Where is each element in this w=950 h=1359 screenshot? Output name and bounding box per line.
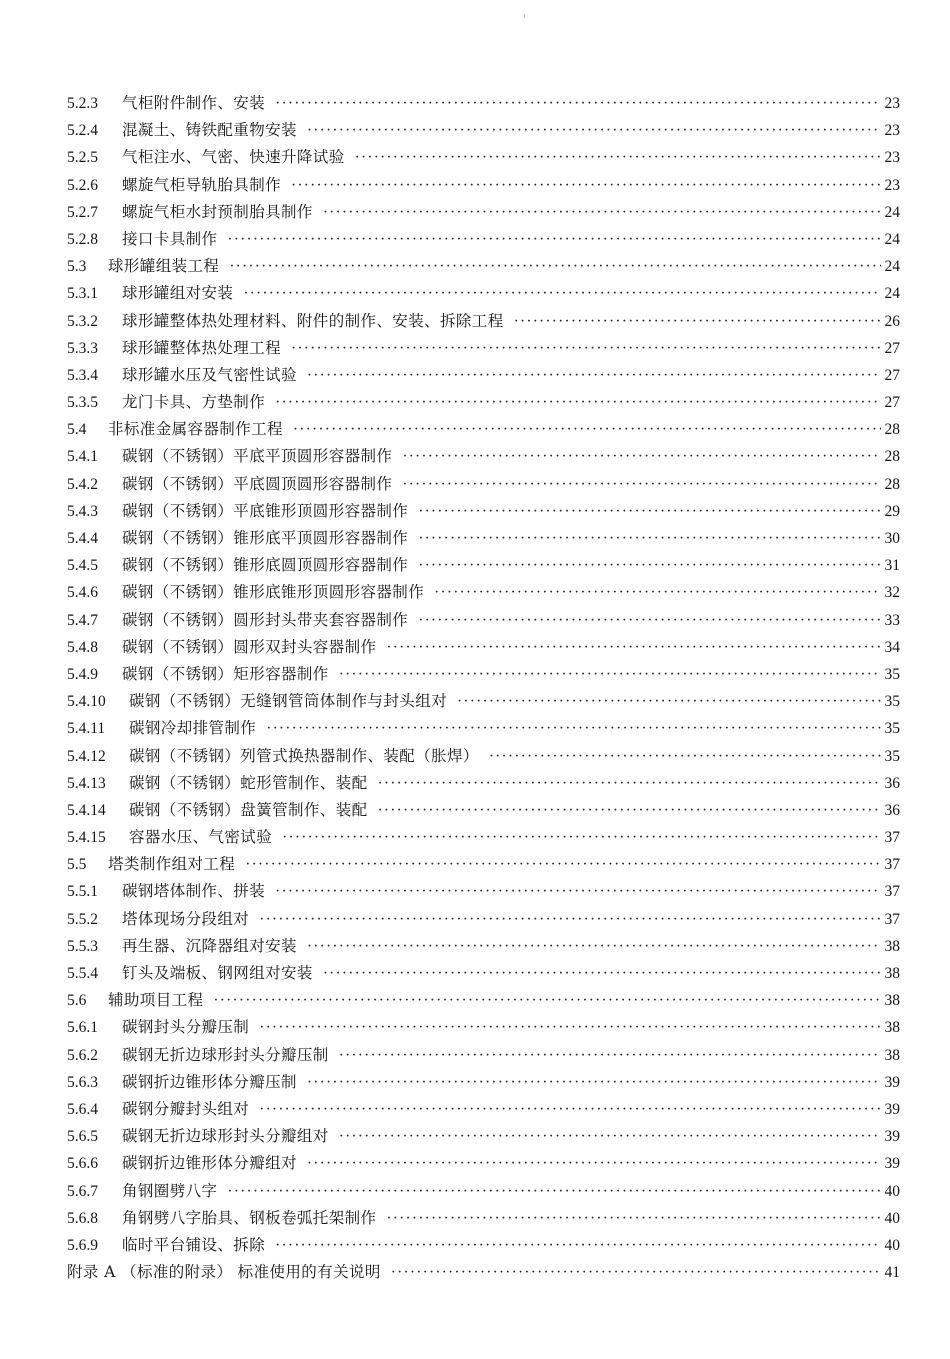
toc-entry-number: 5.4.10 bbox=[67, 693, 106, 711]
toc-entry-title: 碳钢（不锈钢）锥形底圆顶圆形容器制作 bbox=[122, 556, 409, 575]
dot-leader bbox=[355, 144, 881, 171]
toc-entry-page: 28 bbox=[884, 448, 900, 466]
toc-entry-number: 5.6.6 bbox=[67, 1155, 98, 1173]
toc-entry-page: 38 bbox=[884, 1019, 900, 1037]
toc-entry-number: 5.6.2 bbox=[67, 1046, 98, 1064]
toc-entry[interactable] bbox=[67, 906, 900, 933]
dot-leader bbox=[386, 634, 880, 661]
toc-entry-page: 28 bbox=[884, 475, 900, 493]
toc-entry-title: 碳钢（不锈钢）列管式换热器制作、装配（胀焊） bbox=[129, 746, 479, 765]
toc-entry-title: 碳钢无折边球形封头分瓣组对 bbox=[122, 1127, 329, 1146]
toc-entry[interactable] bbox=[67, 498, 900, 525]
toc-entry-page: 37 bbox=[884, 829, 900, 847]
toc-entry-number: 5.4.5 bbox=[67, 557, 98, 575]
toc-entry-page: 37 bbox=[884, 910, 900, 928]
toc-entry-number: 5.2.4 bbox=[67, 122, 98, 140]
toc-entry-number: 5.2.3 bbox=[67, 95, 98, 112]
toc-entry-page: 41 bbox=[884, 1264, 900, 1282]
dot-leader bbox=[259, 1014, 880, 1041]
toc-entry-page: 26 bbox=[884, 312, 900, 330]
toc-entry[interactable] bbox=[67, 1205, 900, 1232]
dot-leader bbox=[457, 688, 880, 715]
dot-leader bbox=[245, 851, 880, 878]
dot-leader bbox=[323, 199, 881, 226]
dot-leader bbox=[307, 362, 881, 389]
toc-entry-number: 5.3.2 bbox=[67, 312, 98, 330]
toc-entry-title: 气柜附件制作、安装 bbox=[122, 94, 266, 112]
toc-entry-number: 5.4.6 bbox=[67, 584, 98, 602]
toc-entry-title: 碳钢无折边球形封头分瓣压制 bbox=[122, 1045, 329, 1064]
toc-entry[interactable] bbox=[67, 471, 900, 498]
toc-entry-number: 5.2.8 bbox=[67, 230, 98, 248]
toc-entry-title: 碳钢冷却排管制作 bbox=[129, 719, 257, 738]
toc-entry-number: 5.6.3 bbox=[67, 1073, 98, 1091]
toc-entry-title: 非标准金属容器制作工程 bbox=[108, 420, 283, 439]
toc-entry-page: 36 bbox=[884, 801, 900, 819]
toc-entry-title: 球形罐组对安装 bbox=[122, 284, 234, 303]
toc-entry-title: 碳钢（不锈钢）锥形底平顶圆形容器制作 bbox=[122, 529, 409, 547]
toc-entry-number: 5.4 bbox=[67, 421, 87, 439]
toc-entry[interactable] bbox=[67, 172, 900, 199]
toc-entry-number: 5.6.9 bbox=[67, 1236, 98, 1254]
toc-entry[interactable] bbox=[67, 1123, 900, 1150]
toc-entry[interactable] bbox=[67, 552, 900, 579]
dot-leader bbox=[378, 797, 881, 824]
toc-entry-page: 40 bbox=[884, 1182, 900, 1200]
toc-entry-title: 碳钢（不锈钢）平底锥形顶圆形容器制作 bbox=[122, 501, 409, 520]
toc-entry-title: 碳钢（不锈钢）圆形双封头容器制作 bbox=[122, 637, 377, 656]
toc-entry[interactable] bbox=[67, 1042, 900, 1069]
toc-entry-title: 碳钢（不锈钢）平底平顶圆形容器制作 bbox=[122, 447, 393, 466]
toc-entry-page: 37 bbox=[884, 856, 900, 874]
toc-entry-number: 5.4.12 bbox=[67, 747, 106, 765]
toc-entry-page: 40 bbox=[884, 1236, 900, 1254]
toc-entry[interactable] bbox=[67, 661, 900, 688]
toc-entry-number: 5.3.4 bbox=[67, 366, 98, 384]
toc-entry-page: 37 bbox=[884, 883, 900, 901]
toc-entry-title: 接口卡具制作 bbox=[122, 229, 218, 248]
toc-entry-page: 39 bbox=[884, 1155, 900, 1173]
toc-entry-title: 碳钢（不锈钢）蛇形管制作、装配 bbox=[129, 773, 368, 792]
dot-leader bbox=[418, 525, 880, 552]
toc-entry-page: 39 bbox=[884, 1073, 900, 1091]
toc-entry-page: 38 bbox=[884, 1046, 900, 1064]
scan-mark bbox=[524, 14, 525, 18]
toc-entry-number: 5.4.15 bbox=[67, 829, 106, 847]
toc-entry-number: 5.2.6 bbox=[67, 176, 98, 194]
toc-entry-number: 5.3 bbox=[67, 258, 87, 276]
toc-entry-page: 27 bbox=[884, 366, 900, 384]
toc-entry[interactable] bbox=[67, 824, 900, 851]
toc-entry-title: 碳钢折边锥形体分瓣组对 bbox=[122, 1154, 297, 1173]
toc-entry-title: 碳钢塔体制作、拼装 bbox=[122, 882, 266, 901]
toc-entry-title: 球形罐水压及气密性试验 bbox=[122, 365, 297, 384]
toc-entry[interactable] bbox=[67, 443, 900, 470]
dot-leader bbox=[386, 1205, 880, 1232]
toc-entry[interactable] bbox=[67, 1259, 900, 1286]
toc-entry[interactable] bbox=[67, 389, 900, 416]
toc-entry-page: 24 bbox=[884, 203, 900, 221]
dot-leader bbox=[339, 661, 881, 688]
toc-entry[interactable] bbox=[67, 1069, 900, 1096]
toc-entry-page: 34 bbox=[884, 638, 900, 656]
toc-entry-number: 5.5.4 bbox=[67, 965, 98, 982]
toc-entry-page: 36 bbox=[884, 774, 900, 792]
dot-leader bbox=[213, 987, 880, 1014]
toc-entry[interactable] bbox=[67, 743, 900, 770]
toc-entry-title: 螺旋气柜导轨胎具制作 bbox=[122, 175, 282, 194]
dot-leader bbox=[378, 770, 881, 797]
dot-leader bbox=[514, 308, 881, 335]
toc-entry-number: 5.4.2 bbox=[67, 475, 98, 493]
toc-entry-title: 塔类制作组对工程 bbox=[108, 855, 236, 874]
dot-leader bbox=[323, 960, 881, 987]
dot-leader bbox=[418, 607, 880, 634]
dot-leader bbox=[307, 933, 881, 960]
toc-entry[interactable] bbox=[67, 1096, 900, 1123]
toc-entry-page: 40 bbox=[884, 1209, 900, 1227]
toc-entry-title: 气柜注水、气密、快速升降试验 bbox=[122, 148, 345, 167]
toc-entry-page: 35 bbox=[884, 693, 900, 711]
toc-entry[interactable] bbox=[67, 199, 900, 226]
toc-entry-title: 碳钢（不锈钢）锥形底锥形顶圆形容器制作 bbox=[122, 583, 425, 602]
toc-entry-number: 5.3.1 bbox=[67, 285, 98, 303]
dot-leader bbox=[418, 552, 880, 579]
toc-entry-page: 35 bbox=[884, 665, 900, 683]
toc-entry-page: 31 bbox=[884, 557, 900, 575]
dot-leader bbox=[293, 416, 881, 443]
toc-entry[interactable] bbox=[67, 878, 900, 905]
toc-entry-number: 5.4.1 bbox=[67, 448, 98, 466]
toc-entry-page: 27 bbox=[884, 394, 900, 412]
toc-entry[interactable] bbox=[67, 253, 900, 280]
toc-entry-number: 5.4.7 bbox=[67, 611, 98, 629]
toc-entry[interactable] bbox=[67, 1232, 900, 1259]
toc-entry[interactable] bbox=[67, 362, 900, 389]
toc-entry-title: 钉头及端板、钢网组对安装 bbox=[122, 964, 313, 982]
toc-entry-number: 5.4.14 bbox=[67, 801, 106, 819]
toc-entry[interactable] bbox=[67, 416, 900, 443]
toc-entry-page: 35 bbox=[884, 747, 900, 765]
toc-entry-page: 38 bbox=[884, 965, 900, 982]
toc-entry-title: 辅助项目工程 bbox=[108, 991, 204, 1010]
dot-leader bbox=[275, 878, 880, 905]
toc-entry-page: 24 bbox=[884, 230, 900, 248]
toc-entry-page: 35 bbox=[884, 720, 900, 738]
toc-entry-number: 5.2.5 bbox=[67, 149, 98, 167]
toc-entry-title: 角钢圈劈八字 bbox=[122, 1181, 218, 1200]
toc-entry-title: 附录 A （标准的附录） 标准使用的有关说明 bbox=[67, 1263, 381, 1282]
toc-entry-title: 碳钢（不锈钢）盘簧管制作、装配 bbox=[129, 800, 368, 819]
toc-entry-title: 角钢劈八字胎具、钢板卷弧托架制作 bbox=[122, 1208, 377, 1227]
dot-leader bbox=[243, 280, 880, 307]
dot-leader bbox=[307, 117, 881, 144]
toc-entry-title: 塔体现场分段组对 bbox=[122, 909, 250, 928]
toc-entry-title: 碳钢（不锈钢）圆形封头带夹套容器制作 bbox=[122, 610, 409, 629]
toc-entry-page: 38 bbox=[884, 992, 900, 1010]
toc-entry-title: 碳钢（不锈钢）平底圆顶圆形容器制作 bbox=[122, 474, 393, 493]
toc-entry-page: 33 bbox=[884, 611, 900, 629]
toc-entry-page: 24 bbox=[884, 258, 900, 276]
toc-entry[interactable] bbox=[67, 770, 900, 797]
dot-leader bbox=[291, 335, 880, 362]
toc-entry[interactable] bbox=[67, 335, 900, 362]
toc-entry-number: 5.5.1 bbox=[67, 883, 98, 901]
dot-leader bbox=[266, 715, 880, 742]
dot-leader bbox=[275, 1232, 880, 1259]
dot-leader bbox=[402, 443, 880, 470]
dot-leader bbox=[418, 498, 880, 525]
toc-entry[interactable] bbox=[67, 579, 900, 606]
toc-entry-title: 容器水压、气密试验 bbox=[129, 828, 273, 847]
toc-entry-title: 碳钢折边锥形体分瓣压制 bbox=[122, 1072, 297, 1091]
dot-leader bbox=[489, 743, 881, 770]
dot-leader bbox=[229, 253, 880, 280]
toc-entry-page: 23 bbox=[884, 149, 900, 167]
toc-entry[interactable] bbox=[67, 851, 900, 878]
toc-entry-number: 5.5 bbox=[67, 856, 87, 874]
toc-entry[interactable] bbox=[67, 688, 900, 715]
toc-entry-page: 29 bbox=[884, 502, 900, 520]
toc-entry-page: 38 bbox=[884, 937, 900, 955]
toc-entry-number: 5.6.4 bbox=[67, 1100, 98, 1118]
toc-entry-title: 混凝土、铸铁配重物安装 bbox=[122, 121, 297, 140]
toc-entry[interactable] bbox=[67, 1014, 900, 1041]
toc-entry-page: 24 bbox=[884, 285, 900, 303]
toc-entry-page: 23 bbox=[884, 95, 900, 112]
toc-entry-number: 5.6.7 bbox=[67, 1182, 98, 1200]
toc-entry[interactable] bbox=[67, 525, 900, 552]
toc-entry[interactable] bbox=[67, 634, 900, 661]
toc-entry-page: 23 bbox=[884, 122, 900, 140]
toc-entry-number: 5.3.3 bbox=[67, 339, 98, 357]
toc-entry-number: 5.6.5 bbox=[67, 1128, 98, 1146]
toc-entry-title: 再生器、沉降器组对安装 bbox=[122, 936, 297, 955]
dot-leader bbox=[282, 824, 880, 851]
dot-leader bbox=[307, 1069, 881, 1096]
toc-entry[interactable] bbox=[67, 715, 900, 742]
dot-leader bbox=[227, 1178, 880, 1205]
toc-entry-page: 30 bbox=[884, 530, 900, 547]
dot-leader bbox=[259, 906, 880, 933]
dot-leader bbox=[259, 1096, 880, 1123]
dot-leader bbox=[291, 172, 880, 199]
toc-entry-number: 5.4.9 bbox=[67, 665, 98, 683]
toc-entry-title: 碳钢封头分瓣压制 bbox=[122, 1018, 250, 1037]
toc-entry-title: 龙门卡具、方垫制作 bbox=[122, 393, 266, 412]
dot-leader bbox=[227, 226, 880, 253]
toc-entry-title: 碳钢（不锈钢）无缝钢管筒体制作与封头组对 bbox=[129, 692, 448, 711]
toc-entry-page: 39 bbox=[884, 1128, 900, 1146]
toc-entry[interactable] bbox=[67, 144, 900, 171]
dot-leader bbox=[402, 471, 880, 498]
toc-entry-number: 5.5.2 bbox=[67, 910, 98, 928]
dot-leader bbox=[434, 579, 880, 606]
toc-entry-page: 32 bbox=[884, 584, 900, 602]
toc-entry-number: 5.5.3 bbox=[67, 937, 98, 955]
toc-entry[interactable] bbox=[67, 607, 900, 634]
toc-entry[interactable] bbox=[67, 90, 900, 117]
toc-entry-number: 5.6.1 bbox=[67, 1019, 98, 1037]
toc-entry-title: 球形罐整体热处理材料、附件的制作、安装、拆除工程 bbox=[122, 311, 504, 330]
toc-entry-page: 28 bbox=[884, 421, 900, 439]
toc-entry-number: 5.2.7 bbox=[67, 203, 98, 221]
toc-entry-number: 5.6.8 bbox=[67, 1209, 98, 1227]
toc-entry-number: 5.4.4 bbox=[67, 530, 98, 547]
toc-entry-title: 临时平台铺设、拆除 bbox=[122, 1235, 266, 1254]
toc-entry-title: 碳钢（不锈钢）矩形容器制作 bbox=[122, 664, 329, 683]
toc-entry[interactable] bbox=[67, 226, 900, 253]
dot-leader bbox=[391, 1259, 881, 1286]
dot-leader bbox=[339, 1123, 881, 1150]
toc-entry[interactable] bbox=[67, 987, 900, 1014]
toc-entry-number: 5.4.13 bbox=[67, 774, 106, 792]
toc-entry-number: 5.4.11 bbox=[67, 720, 106, 738]
toc-entry[interactable] bbox=[67, 280, 900, 307]
toc-entry-title: 碳钢分瓣封头组对 bbox=[122, 1099, 250, 1118]
toc-entry-number: 5.3.5 bbox=[67, 394, 98, 412]
dot-leader bbox=[275, 389, 880, 416]
toc-entry[interactable] bbox=[67, 1178, 900, 1205]
toc-entry[interactable] bbox=[67, 1150, 900, 1177]
toc-entry-page: 27 bbox=[884, 339, 900, 357]
toc-entry-number: 5.4.8 bbox=[67, 638, 98, 656]
toc-entry-number: 5.6 bbox=[67, 992, 87, 1010]
toc-entry[interactable] bbox=[67, 117, 900, 144]
toc-entry-number: 5.4.3 bbox=[67, 502, 98, 520]
toc-entry-page: 23 bbox=[884, 176, 900, 194]
toc-entry-page: 39 bbox=[884, 1100, 900, 1118]
toc-entry[interactable] bbox=[67, 308, 900, 335]
toc-entry-title: 螺旋气柜水封预制胎具制作 bbox=[122, 202, 313, 221]
toc-entry-title: 球形罐组装工程 bbox=[108, 257, 220, 276]
dot-leader bbox=[339, 1042, 881, 1069]
dot-leader bbox=[307, 1150, 881, 1177]
table-of-contents bbox=[67, 90, 900, 1286]
toc-entry[interactable] bbox=[67, 797, 900, 824]
toc-entry-title: 球形罐整体热处理工程 bbox=[122, 338, 282, 357]
toc-entry[interactable] bbox=[67, 933, 900, 960]
dot-leader bbox=[275, 90, 880, 117]
toc-entry[interactable] bbox=[67, 960, 900, 987]
